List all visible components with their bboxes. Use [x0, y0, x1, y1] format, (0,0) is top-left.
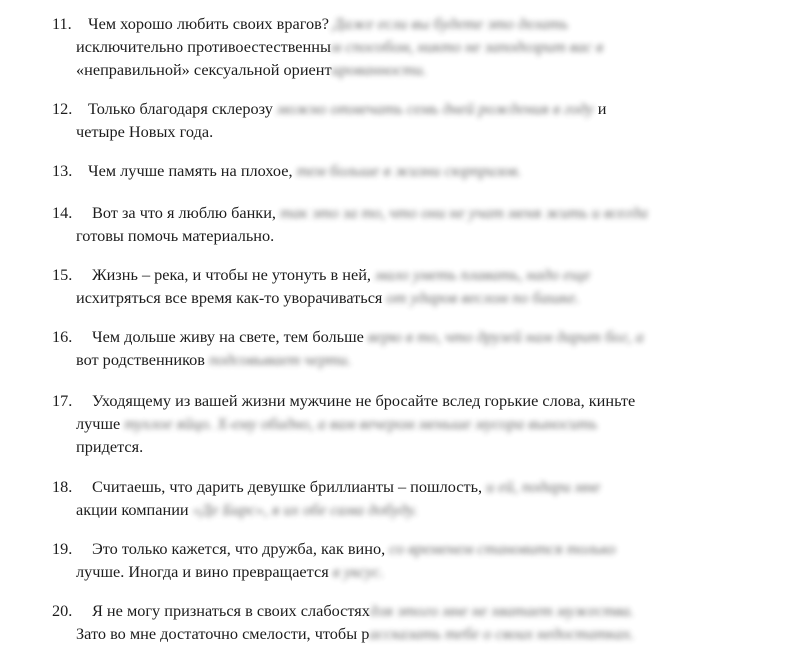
- item-number: 19.: [52, 539, 73, 558]
- visible-text: придется.: [76, 437, 144, 456]
- item-line: [76, 561, 384, 583]
- blurred-text: Даже если вы будете это делать: [333, 14, 568, 33]
- blurred-text: мало уметь плавать, надо еще: [375, 265, 591, 284]
- item-line: [92, 202, 648, 224]
- blurred-text: м способом, никто не заподозрит вас в: [330, 37, 604, 56]
- visible-text: «неправильной» сексуальной ориент: [76, 60, 332, 79]
- visible-text: акции компании: [76, 500, 189, 519]
- item-number: 20.: [52, 601, 73, 620]
- item-line: [76, 499, 418, 521]
- visible-text: Чем хорошо любить своих врагов?: [88, 14, 330, 33]
- blurred-text: тухлое яйцо. Х-ему обидно, а вам вечером меньше мусора выносить: [124, 414, 598, 433]
- item-line: [92, 264, 590, 286]
- visible-text: Это только кажется, что дружба, как вино,: [92, 539, 386, 558]
- item-line: [76, 59, 427, 81]
- blurred-text: от ударов веслом по башке.: [386, 288, 580, 307]
- visible-text: Уходящему из вашей жизни мужчине не бросайте вслед горькие слова, киньте: [92, 391, 636, 410]
- blurred-text: со временем становится только: [389, 539, 616, 558]
- visible-text: лучше. Иногда и вино превращается: [76, 562, 329, 581]
- visible-text: Я не могу признаться в своих слабостях: [92, 601, 370, 620]
- item-number: 12.: [52, 99, 73, 118]
- item-number: 13.: [52, 161, 73, 180]
- item-number: 11.: [52, 14, 72, 33]
- item-line: [76, 349, 351, 371]
- visible-text: исключительно противоестественны: [76, 37, 331, 56]
- visible-text: четыре Новых года.: [76, 122, 214, 141]
- visible-text: лучше: [76, 414, 121, 433]
- item-number: 14.: [52, 203, 73, 222]
- blurred-text: для этого мне не хватает мужества.: [369, 601, 635, 620]
- item-line: [92, 326, 644, 348]
- item-line: [76, 225, 274, 247]
- blurred-text: верю в то, что друзей нам дарит бог, а: [367, 327, 644, 346]
- item-line: [92, 476, 600, 498]
- blurred-text: ированности.: [331, 60, 427, 79]
- item-line: [76, 436, 143, 458]
- visible-text: Жизнь – река, и чтобы не утонуть в ней,: [92, 265, 371, 284]
- visible-text: Чем лучше память на плохое,: [88, 161, 293, 180]
- visible-text: вот родственников: [76, 350, 205, 369]
- blurred-text: тем больше в жизни сюрпризов.: [296, 161, 522, 180]
- visible-text: готовы помочь материально.: [76, 226, 275, 245]
- blurred-text: ассказать тебе о своих недостатках.: [369, 624, 635, 643]
- blurred-text: в уксус.: [332, 562, 384, 581]
- item-line: [76, 287, 580, 309]
- blurred-text: и ей, подари мне: [486, 477, 601, 496]
- item-number: 15.: [52, 265, 73, 284]
- item-number: 16.: [52, 327, 73, 346]
- item-line: [76, 413, 597, 435]
- item-line: [92, 538, 616, 560]
- blurred-text: можно отмечать семь дней рождения в году: [276, 99, 594, 118]
- blurred-text: так это за то, что они не учат меня жить и всегда: [280, 203, 648, 222]
- visible-text: исхитряться все время как-то уворачиваться: [76, 288, 383, 307]
- item-line: [88, 13, 568, 35]
- item-line: [92, 600, 634, 622]
- blurred-text: подсовывает черти.: [209, 350, 352, 369]
- item-line: [76, 121, 213, 143]
- visible-text: Зато во мне достаточно смелости, чтобы р: [76, 624, 370, 643]
- blurred-text: «Де Бирс», я их обе сама добуду.: [192, 500, 418, 519]
- item-line: [76, 36, 603, 58]
- item-line: [88, 98, 606, 120]
- item-number: 18.: [52, 477, 73, 496]
- visible-text: Считаешь, что дарить девушке бриллианты – пошлость,: [92, 477, 483, 496]
- item-line: [76, 623, 634, 645]
- item-number: 17.: [52, 391, 73, 410]
- visible-text-tail: и: [597, 99, 607, 118]
- visible-text: Вот за что я люблю банки,: [92, 203, 276, 222]
- item-line: [88, 160, 521, 182]
- visible-text: Чем дольше живу на свете, тем больше: [92, 327, 364, 346]
- visible-text: Только благодаря склерозу: [88, 99, 273, 118]
- item-line: [92, 390, 635, 412]
